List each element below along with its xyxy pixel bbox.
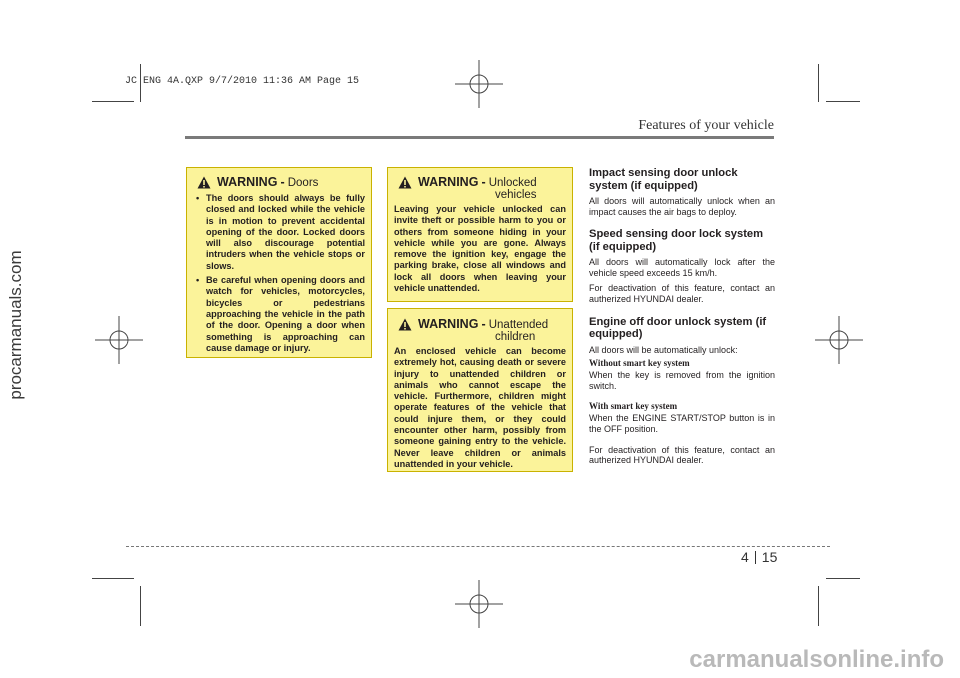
- content-column: [589, 167, 775, 471]
- registration-mark-icon: [455, 580, 503, 628]
- list-item-text: The doors should always be fully closed and locked while the vehicle is in motion to prevent accidental opening of the door. Locked doors will also discourage potential intruders when the vehicle stops or slows.: [206, 193, 365, 271]
- without-smart-key-text: When the key is removed from the ignition switch.: [589, 370, 775, 391]
- warning-unlocked-text: Leaving your vehicle unlocked can invite theft or possible harm to you or others from someone hiding in your vehicle while you are gone. Always remove the ignition key, engage the parking brake, close all windows and lock all doors when leaving your vehicle unattended.: [394, 204, 566, 294]
- warning-unattended-text: An enclosed vehicle can become extremely hot, causing death or severe injury to unattended children or animals who cannot escape the vehicle. Furthermore, children might operate features of the vehicle that could injure them, or they could encounter other harm, possibly from someone gaining entry to the vehicle. Never leave children or animals unattended in your vehicle.: [394, 346, 566, 469]
- chapter-number: 4: [741, 549, 749, 565]
- header-rule: [185, 136, 774, 139]
- warning-unattended-box: [387, 308, 573, 472]
- crop-mark: [826, 578, 860, 579]
- warning-triangle-icon: [197, 176, 211, 189]
- registration-mark-icon: [95, 316, 143, 364]
- speed-sensing-heading: Speed sensing door lock system (if equipped): [589, 228, 764, 253]
- warning-doors-heading: [193, 176, 365, 192]
- speed-sensing-deactivation: For deactivation of this feature, contact an autherized HYUNDAI dealer.: [589, 283, 775, 304]
- warning-subject-cont: vehicles: [495, 189, 537, 201]
- section-title: Features of your vehicle: [638, 118, 774, 133]
- warning-unlocked-heading: [394, 176, 566, 201]
- warning-subject: Unlocked: [488, 177, 537, 189]
- crop-mark: [92, 101, 134, 102]
- warning-triangle-icon: [398, 176, 412, 189]
- registration-mark-icon: [815, 316, 863, 364]
- list-item: • Be careful when opening doors and watch for vehicles, motorcycles, bicycles or pedestrians approaching the vehicle in the path of the door. Opening a door when something is approaching can cause damage or injury.: [196, 275, 365, 353]
- impact-sensing-heading: Impact sensing door unlock system (if equipped): [589, 167, 738, 192]
- warning-doors-list: [193, 193, 365, 354]
- without-smart-key-label: Without smart key system: [589, 358, 690, 369]
- warning-label: WARNING: [418, 317, 479, 331]
- crop-mark: [140, 586, 141, 626]
- list-item: • The doors should always be fully closed and locked while the vehicle is in motion to prevent accidental opening of the door. Locked doors will also discourage potential intruders when the vehicle stops or slows.: [196, 193, 365, 271]
- page-number-value: 15: [761, 549, 778, 565]
- page-number: [741, 549, 777, 565]
- warning-subject-cont: children: [495, 331, 536, 343]
- with-smart-key-text: When the ENGINE START/STOP button is in the OFF position.: [589, 413, 775, 434]
- speed-sensing-text: All doors will automatically lock after the vehicle speed exceeds 15 km/h.: [589, 257, 775, 278]
- engine-off-intro: All doors will be automatically unlock:: [589, 344, 738, 355]
- crop-mark: [92, 578, 134, 579]
- crop-mark: [818, 586, 819, 626]
- warning-unattended-heading: [394, 318, 566, 343]
- warning-label: WARNING: [418, 175, 479, 189]
- with-smart-key-label: With smart key system: [589, 401, 678, 412]
- warning-subject: Unattended: [488, 319, 549, 331]
- list-item-text: Be careful when opening doors and watch for vehicles, motorcycles, bicycles or pedestrians approaching the vehicle in the path of the door. Opening a door when something is approaching can cause damage or injury.: [206, 275, 365, 353]
- crop-mark: [818, 64, 819, 102]
- footer-watermark: carmanualsonline.info: [689, 646, 944, 673]
- warning-dash: -: [280, 175, 285, 189]
- warning-dash: -: [481, 175, 486, 189]
- warning-dash: -: [481, 317, 486, 331]
- warning-label: WARNING: [217, 175, 278, 189]
- warning-doors-box: [186, 167, 372, 358]
- warning-subject: Doors: [287, 177, 319, 189]
- side-watermark: procarmanuals.com: [6, 250, 25, 400]
- warning-unlocked-box: [387, 167, 573, 302]
- registration-mark-icon: [455, 60, 503, 108]
- warning-triangle-icon: [398, 318, 412, 331]
- impact-sensing-text: All doors will automatically unlock when an impact causes the air bags to deploy.: [589, 196, 775, 217]
- footer-rule: [126, 546, 830, 547]
- crop-mark: [826, 101, 860, 102]
- print-slug: JC ENG 4A.QXP 9/7/2010 11:36 AM Page 15: [125, 76, 360, 87]
- engine-off-deactivation: For deactivation of this feature, contact an autherized HYUNDAI dealer.: [589, 444, 775, 466]
- engine-off-heading: Engine off door unlock system (if equipped): [589, 315, 767, 341]
